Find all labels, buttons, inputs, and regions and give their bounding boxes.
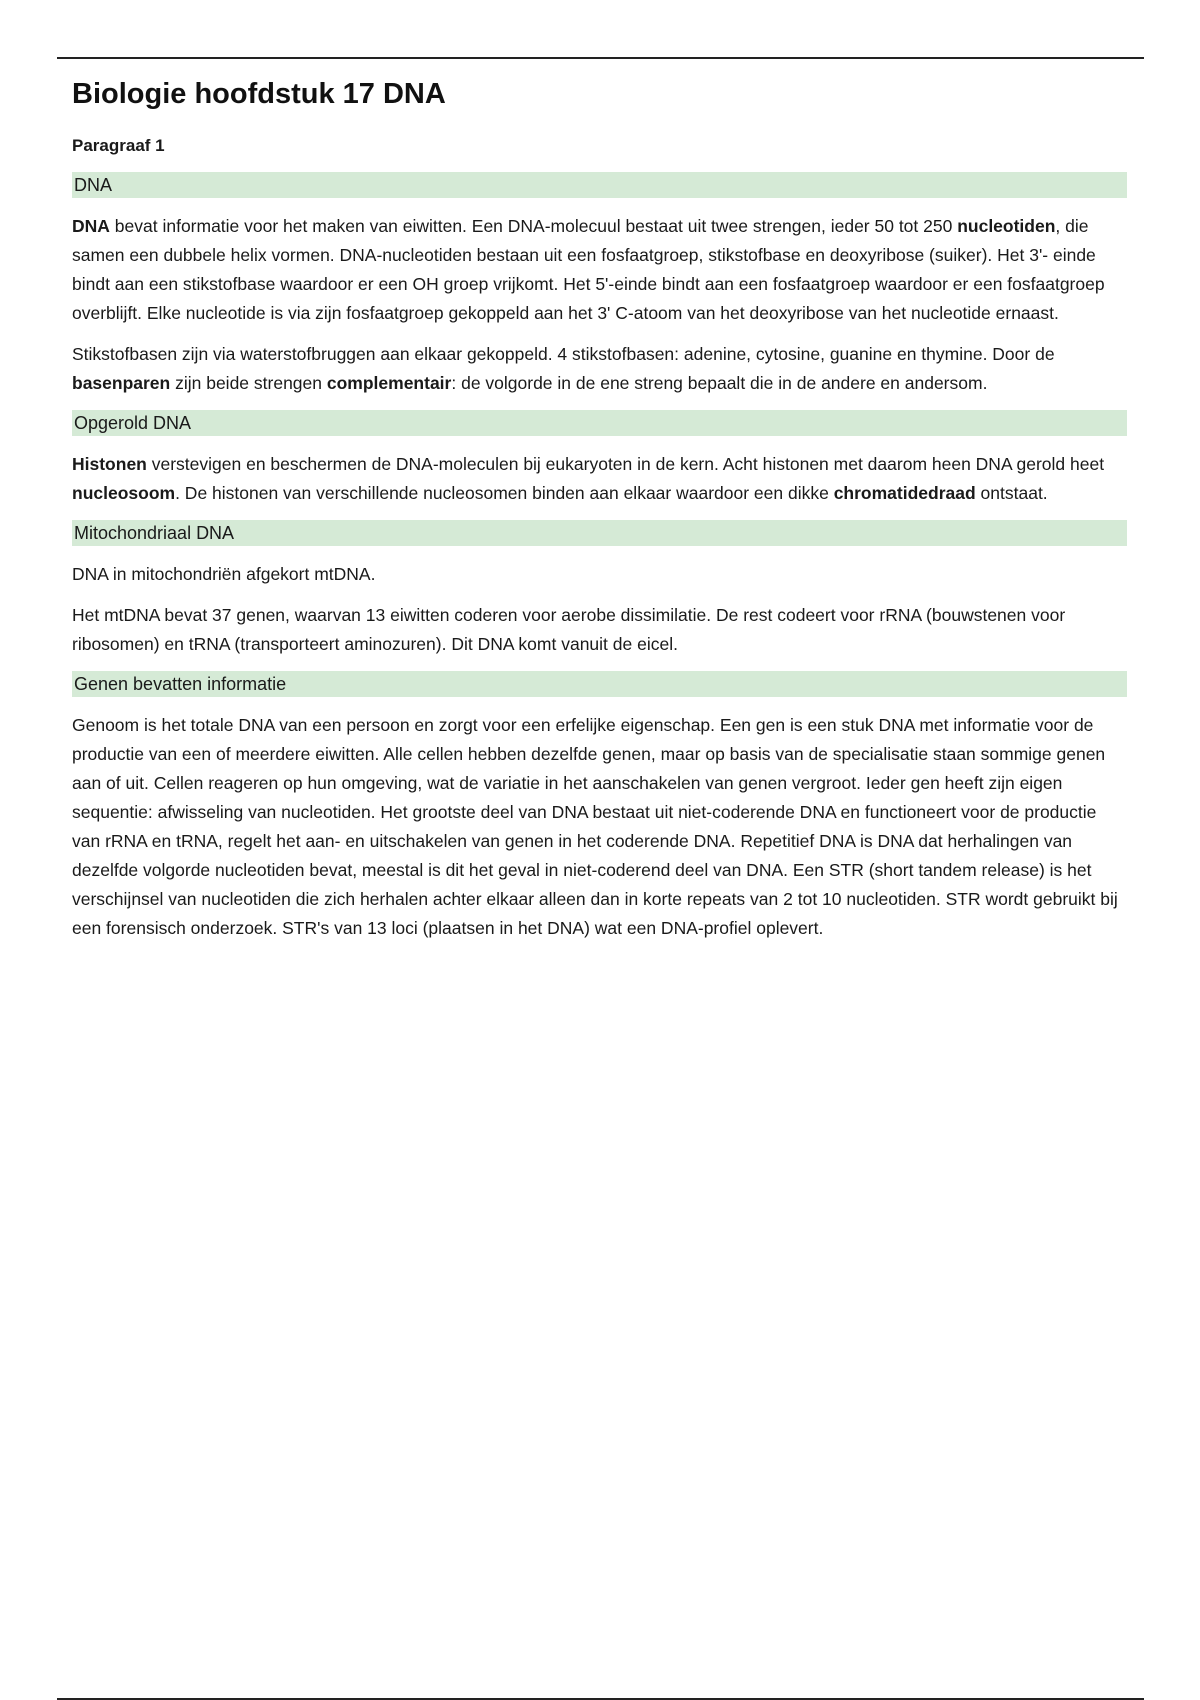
text-run: Genoom is het totale DNA van een persoon en zorgt voor een erfelijke eigenschap. Een gen is een stuk DNA met informatie voor de productie van een of meerdere eiwitten. Alle cellen hebben dezelfde genen, maar op basis van de specialisatie staan sommige genen aan of uit. Cellen reageren op hun omgeving, wat de variatie in het aanschakelen van genen vergroot. Ieder gen heeft zijn eigen sequentie: afwisseling van nucleotiden. Het grootste deel van DNA bestaat uit niet-coderende DNA en functioneert voor de productie van rRNA en tRNA, regelt het aan- en uitschakelen van genen in het coderende DNA. Repetitief DNA is DNA dat herhalingen van dezelfde volgorde nucleotiden bevat, meestal is dit het geval in niet-coderend deel van DNA. Een STR (short tandem release) is het verschijnsel van nucleotiden die zich herhalen achter elkaar alleen dan in korte repeats van 2 tot 10 nucleotiden. STR wordt gebruikt bij een forensisch onderzoek. STR's van 13 loci (plaatsen in het DNA) wat een DNA-profiel oplevert. bbox=[72, 715, 1118, 938]
body-paragraph bbox=[72, 450, 1127, 508]
paragraph-label: Paragraaf 1 bbox=[72, 136, 165, 155]
text-run: verstevigen en beschermen de DNA-moleculen bij eukaryoten in de kern. Acht histonen met daarom heen DNA gerold heet bbox=[146, 454, 1105, 474]
text-run: ontstaat. bbox=[975, 483, 1048, 503]
text-run: , die samen een dubbele helix vormen. DNA-nucleotiden bestaan uit een fosfaatgroep, stikstofbase en deoxyribose (suiker). Het 3'- einde bindt aan een stikstofbase waardoor er een OH groep vrijkomt. Het 5'-einde bindt aan een fosfaatgroep waardoor er een fosfaatgroep overblijft. Elke nucleotide is via zijn fosfaatgroep gekoppeld aan het 3' C-atoom van het deoxyribose van het nucleotide ernaast. bbox=[72, 216, 1105, 323]
text-run: Stikstofbasen zijn via waterstofbruggen aan elkaar gekoppeld. 4 stikstofbasen: adenine, cytosine, guanine en thymine. Door de bbox=[72, 344, 1055, 364]
body-paragraph bbox=[72, 560, 1127, 589]
bold-term: basenparen bbox=[72, 373, 171, 393]
body-paragraph bbox=[72, 711, 1127, 943]
bold-term: complementair bbox=[326, 373, 452, 393]
section-heading: Opgerold DNA bbox=[72, 410, 1127, 436]
text-run: : de volgorde in de ene streng bepaalt die in de andere en andersom. bbox=[451, 373, 988, 393]
text-run: DNA in mitochondriën afgekort mtDNA. bbox=[72, 564, 376, 584]
body-paragraph bbox=[72, 212, 1127, 328]
text-run: . De histonen van verschillende nucleosomen binden aan elkaar waardoor een dikke bbox=[175, 483, 834, 503]
text-run: Het mtDNA bevat 37 genen, waarvan 13 eiwitten coderen voor aerobe dissimilatie. De rest codeert voor rRNA (bouwstenen voor ribosomen) en tRNA (transporteert aminozuren). Dit DNA komt vanuit de eicel. bbox=[72, 605, 1066, 654]
body-paragraph bbox=[72, 601, 1127, 659]
sections-container bbox=[72, 172, 1127, 943]
section-heading: Mitochondriaal DNA bbox=[72, 520, 1127, 546]
body-paragraph bbox=[72, 340, 1127, 398]
section-heading: Genen bevatten informatie bbox=[72, 671, 1127, 697]
bold-term: chromatidedraad bbox=[833, 483, 976, 503]
document-body bbox=[72, 74, 1127, 955]
bold-term: nucleotiden bbox=[957, 216, 1056, 236]
text-run: bevat informatie voor het maken van eiwitten. Een DNA-molecuul bestaat uit twee strengen, ieder 50 tot 250 bbox=[109, 216, 958, 236]
bold-term: DNA bbox=[72, 216, 110, 236]
bold-term: nucleosoom bbox=[72, 483, 176, 503]
bold-term: Histonen bbox=[72, 454, 147, 474]
page-title: Biologie hoofdstuk 17 DNA bbox=[72, 78, 446, 110]
section-heading: DNA bbox=[72, 172, 1127, 198]
top-rule bbox=[57, 57, 1144, 59]
text-run: zijn beide strengen bbox=[170, 373, 327, 393]
